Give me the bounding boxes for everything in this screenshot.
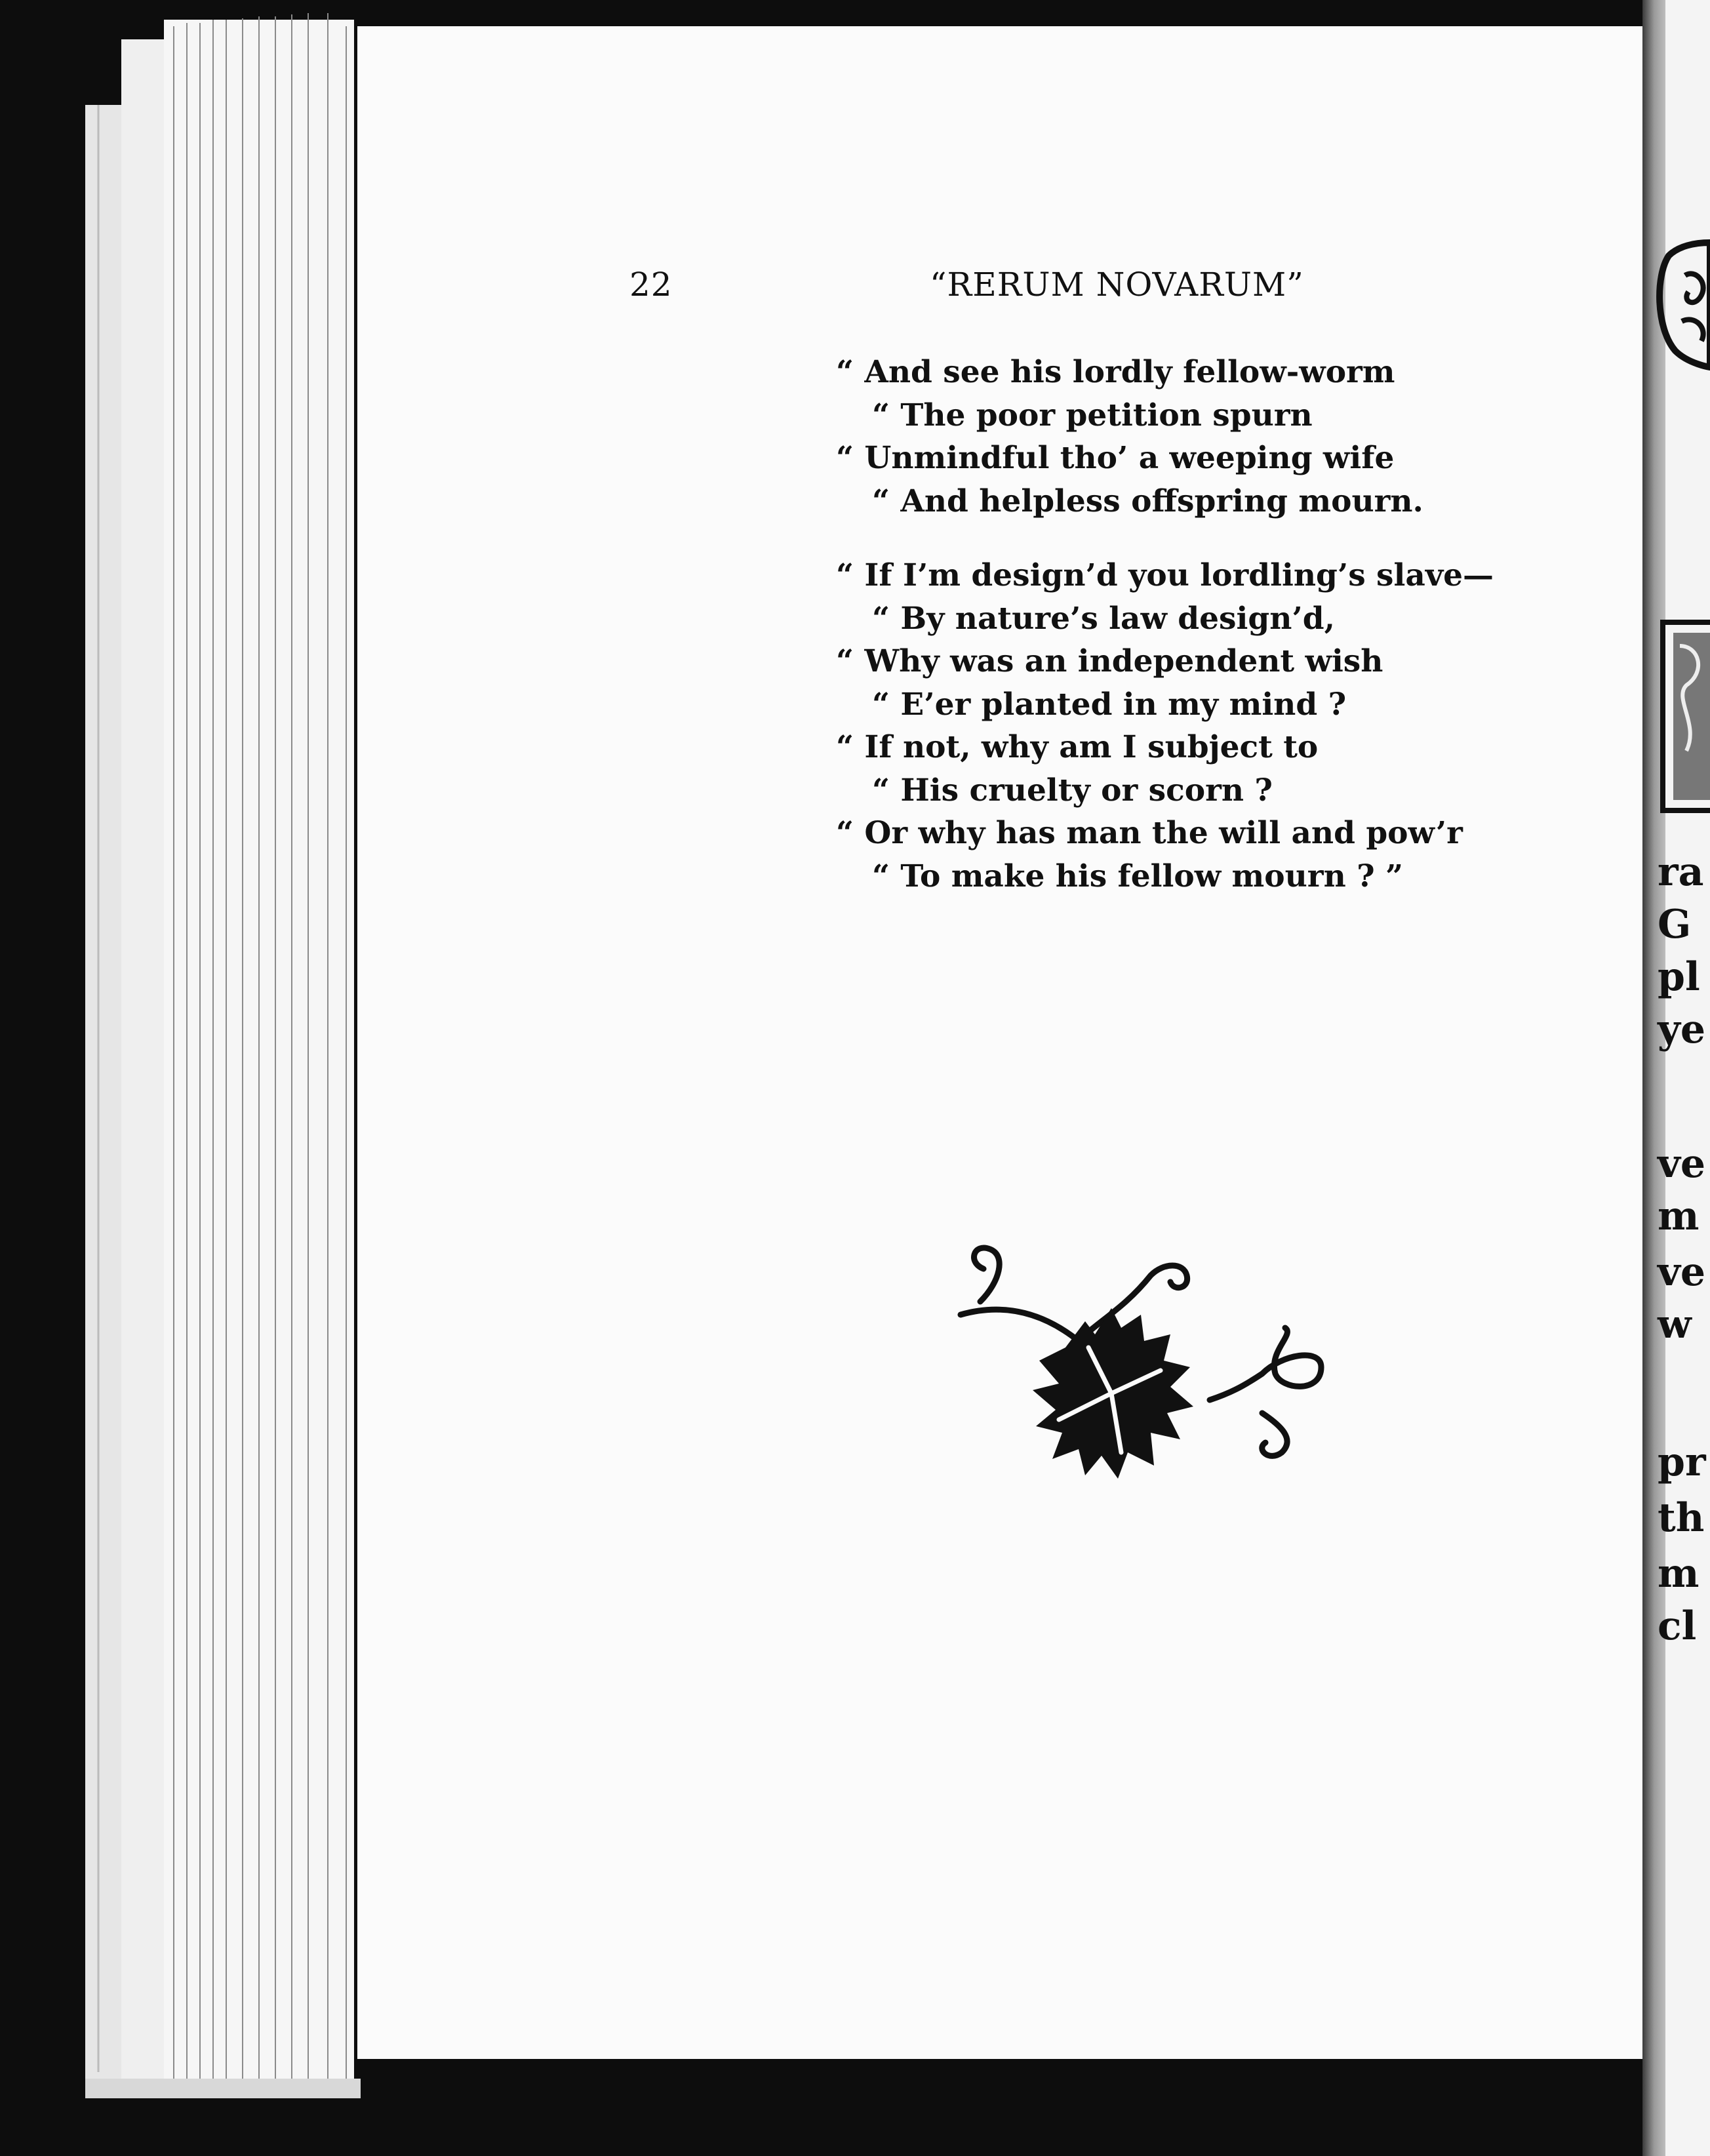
- verse-line: “ His cruelty or scorn ?: [872, 772, 1273, 808]
- page-number: 22: [629, 266, 673, 304]
- facing-page-ornament: [1649, 230, 1710, 380]
- running-head: “RERUM NOVARUM”: [930, 266, 1304, 304]
- stanza-1: [836, 351, 1423, 523]
- facing-page-fragment: G: [1658, 902, 1692, 948]
- verse-line: “ And see his lordly fellow-worm: [836, 354, 1395, 390]
- stanza-2: [836, 554, 1494, 898]
- verse-line: “ E’er planted in my mind ?: [872, 686, 1347, 723]
- vine-leaf-ornament: [954, 1236, 1361, 1511]
- facing-page-fragment: pr: [1658, 1439, 1706, 1485]
- book-page: [357, 26, 1656, 2059]
- verse-line: “ By nature’s law design’d,: [872, 600, 1335, 637]
- facing-page-fragment: pl: [1658, 954, 1700, 1000]
- facing-page-fragment: m: [1658, 1551, 1700, 1597]
- facing-page-fragment: ra: [1658, 849, 1704, 895]
- facing-page-fragment: cl: [1658, 1603, 1697, 1649]
- verse-line: “ And helpless offspring mourn.: [872, 483, 1423, 519]
- verse-line: “ Why was an independent wish: [836, 643, 1383, 679]
- verse-line: “ If I’m design’d you lordling’s slave—: [836, 557, 1494, 593]
- verse-line: “ If not, why am I subject to: [836, 729, 1319, 765]
- facing-page-initial-frame: [1660, 620, 1710, 813]
- verse-line: “ Unmindful tho’ a weeping wife: [836, 440, 1395, 476]
- facing-page-fragment: th: [1658, 1495, 1705, 1541]
- facing-page-fragment: w: [1658, 1302, 1692, 1348]
- verse-line: “ To make his fellow mourn ? ”: [872, 858, 1404, 894]
- verse-line: “ The poor petition spurn: [872, 397, 1313, 433]
- facing-page-fragment: ye: [1658, 1007, 1706, 1052]
- facing-page-fragment: ve: [1658, 1141, 1706, 1187]
- verse-line: “ Or why has man the will and pow’r: [836, 815, 1463, 851]
- facing-page-fragment: m: [1658, 1193, 1700, 1239]
- facing-page-fragment: ve: [1658, 1249, 1706, 1295]
- page-stack-edges: [0, 0, 367, 2156]
